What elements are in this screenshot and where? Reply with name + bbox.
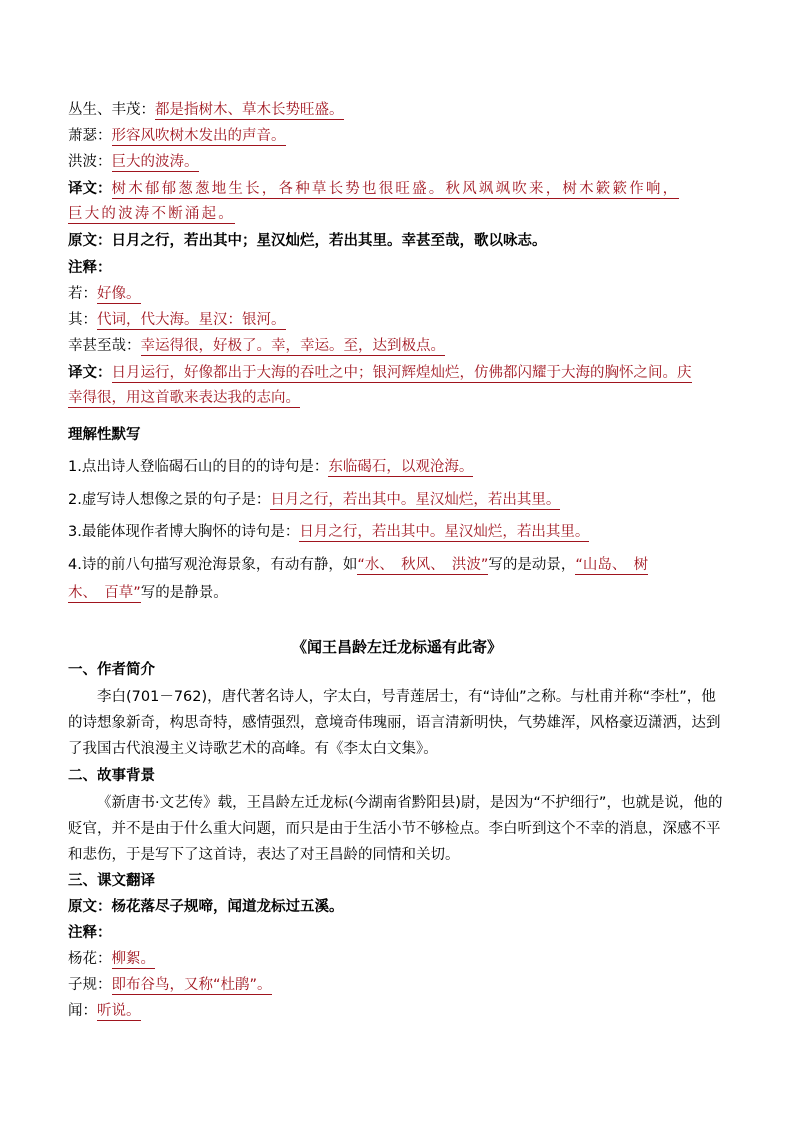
question-answer: “水、 秋风、 洪波” xyxy=(357,557,489,573)
translation-answer: 日月运行，好像都出于大海的吞吐之中；银河辉煌灿烂，仿佛都闪耀于大海的胸怀之间。庆 xyxy=(111,365,692,381)
note-label: 洪波： xyxy=(68,154,112,170)
section-heading-translation: 三、课文翻译 xyxy=(68,873,155,889)
question-text: 3.最能体现作者博大胸怀的诗句是： xyxy=(68,524,300,540)
note-label: 杨花： xyxy=(68,951,112,967)
question-text: 写的是静景。 xyxy=(140,585,228,601)
note-line-xingshen xyxy=(68,336,445,356)
note-answer: 好像。 xyxy=(97,286,141,302)
poem-title: 《闻王昌龄左迁龙标遥有此寄》 xyxy=(291,638,502,656)
translation-label: 译文： xyxy=(68,365,112,381)
dictation-question-1 xyxy=(68,457,473,477)
note-label: 丛生、丰茂： xyxy=(68,102,155,118)
note-line-wen xyxy=(68,1001,141,1021)
note-answer: 代词，代大海。星汉：银河。 xyxy=(97,312,286,328)
note-answer: 柳絮。 xyxy=(111,951,155,967)
translation-answer: 幸得很，用这首歌来表达我的志向。 xyxy=(68,390,300,406)
translation2-line-1 xyxy=(68,363,692,383)
note-line-ruo xyxy=(68,284,141,304)
note-label: 其： xyxy=(68,312,97,328)
note-label: 萧瑟： xyxy=(68,128,112,144)
author-intro-paragraph: 李白(701－762)，唐代著名诗人，字太白，号青莲居士，有“诗仙”之称。与杜甫并称“李杜”，他的诗想象新奇，构思奇特，感情强烈，意境奇伟瑰丽，语言清新明快，气势雄浑，风格豪迈潇洒，达到了我国古代浪漫主义诗歌艺术的高峰。有《李太白文集》。 xyxy=(68,689,721,757)
question-answer: “山岛、 树 xyxy=(575,557,649,573)
notes-label-poem2: 注释： xyxy=(68,925,112,941)
note-answer: 幸运得很，好极了。幸，幸运。至，达到极点。 xyxy=(140,338,445,354)
dictation-heading: 理解性默写 xyxy=(68,427,141,443)
note-answer: 即布谷鸟，又称“杜鹃”。 xyxy=(111,977,272,993)
note-line-xiaose xyxy=(68,126,286,146)
translation-line-1 xyxy=(68,179,679,199)
note-line-qi xyxy=(68,310,286,330)
question-answer: 木、 百草” xyxy=(68,585,141,601)
note-answer: 形容风吹树木发出的声音。 xyxy=(111,128,286,144)
background-paragraph: 《新唐书·文艺传》载，王昌龄左迁龙标(今湖南省黔阳县)尉，是因为“不护细行”，也就是说，他的贬官，并不是由于什么重大问题，而只是由于生活小节不够检点。李白听到这个不幸的消息，深感不平和悲伤，于是写下了这首诗，表达了对王昌龄的同情和关切。 xyxy=(68,795,723,863)
translation-answer: 巨大的波涛不断涌起。 xyxy=(68,206,235,222)
question-answer: 日月之行，若出其中。星汉灿烂，若出其里。 xyxy=(299,524,590,540)
note-label: 幸甚至哉： xyxy=(68,338,141,354)
question-text: 写的是动景， xyxy=(488,557,576,573)
note-line-congsheng xyxy=(68,100,344,120)
question-answer: 东临碣石，以观沧海。 xyxy=(328,459,474,475)
question-text: 1.点出诗人登临碣石山的目的的诗句是： xyxy=(68,459,329,475)
translation-line-2 xyxy=(68,204,235,224)
section-heading-background: 二、故事背景 xyxy=(68,768,155,784)
section-heading-author: 一、作者简介 xyxy=(68,662,155,678)
question-text: 2.虚写诗人想像之景的句子是： xyxy=(68,492,271,508)
notes-label: 注释： xyxy=(68,260,112,276)
dictation-question-4 xyxy=(68,555,648,575)
translation-answer: 树木郁郁葱葱地生长，各种草长势也很旺盛。秋风飒飒吹来，树木簌簌作响， xyxy=(111,181,680,197)
original-text-poem2: 原文：杨花落尽子规啼，闻道龙标过五溪。 xyxy=(68,899,344,915)
note-label: 若： xyxy=(68,286,97,302)
original-text: 原文：日月之行，若出其中；星汉灿烂，若出其里。幸甚至哉，歌以咏志。 xyxy=(68,233,547,249)
note-label: 闻： xyxy=(68,1003,97,1019)
note-answer: 听说。 xyxy=(97,1003,141,1019)
note-answer: 都是指树木、草木长势旺盛。 xyxy=(155,102,344,118)
note-line-hongbo xyxy=(68,152,199,172)
note-answer: 巨大的波涛。 xyxy=(111,154,199,170)
question-text: 4.诗的前八句描写观沧海景象，有动有静，如 xyxy=(68,557,358,573)
translation2-line-2 xyxy=(68,388,300,408)
note-line-yanghua xyxy=(68,949,155,969)
dictation-question-3 xyxy=(68,522,589,542)
note-line-zigui xyxy=(68,975,272,995)
note-label: 子规： xyxy=(68,977,112,993)
translation-label: 译文： xyxy=(68,181,112,197)
dictation-question-4-cont xyxy=(68,583,228,603)
question-answer: 日月之行，若出其中。星汉灿烂，若出其里。 xyxy=(270,492,561,508)
dictation-question-2 xyxy=(68,490,560,510)
